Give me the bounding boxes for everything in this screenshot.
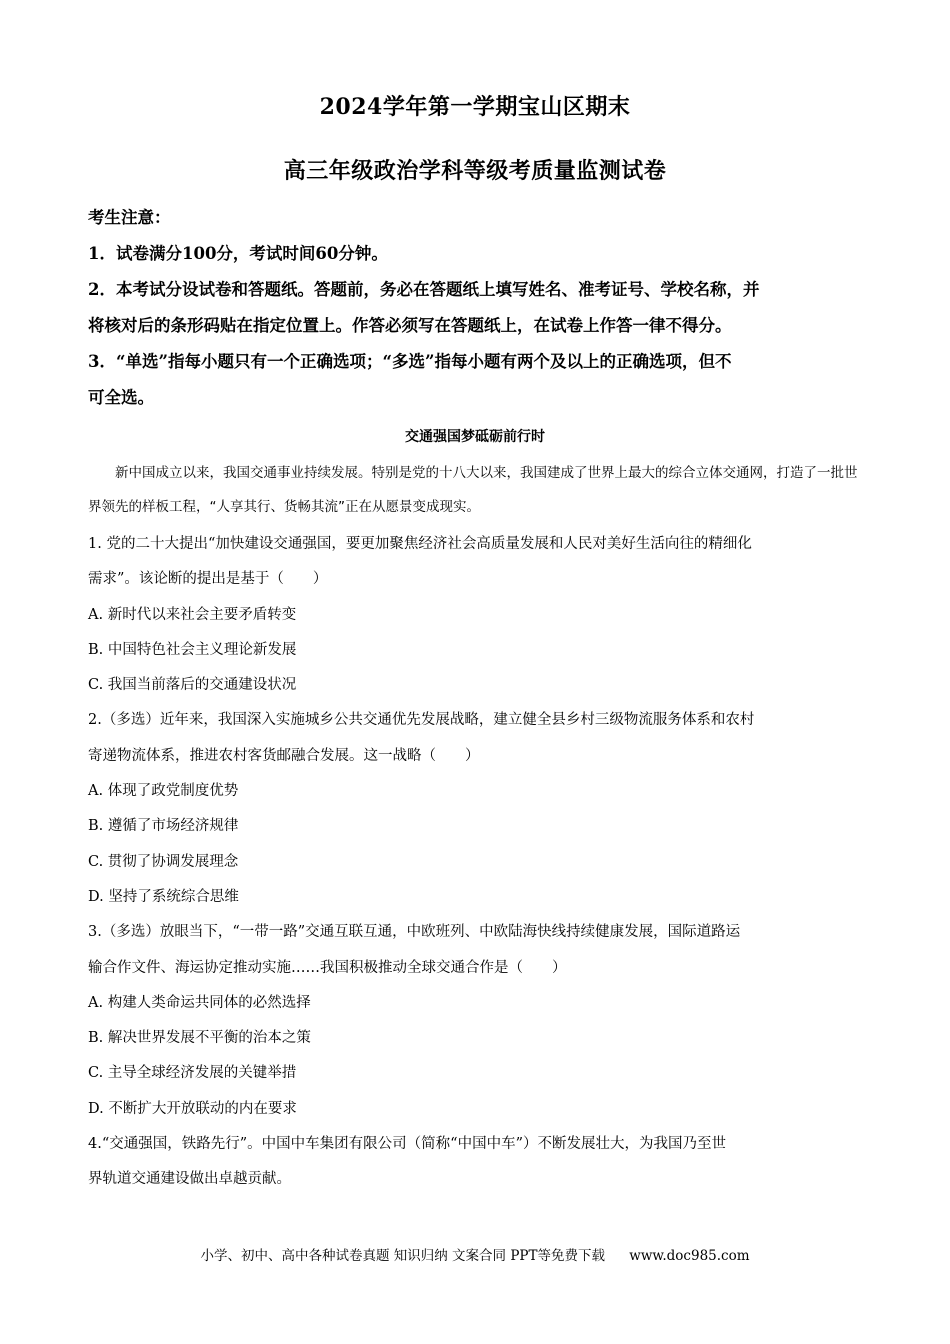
question-line: 界轨道交通建设做出卓越贡献。 xyxy=(88,1171,291,1188)
option-line: D. 坚持了系统综合思维 xyxy=(88,888,239,905)
option-line: C. 贯彻了协调发展理念 xyxy=(88,853,239,870)
question-line: 4.“交通强国，铁路先行”。中国中车集团有限公司（简称“中国中车”）不断发展壮大，为我国乃至世 xyxy=(88,1136,726,1153)
page-footer xyxy=(0,1244,950,1264)
footer-text: 小学、初中、高中各种试卷真题 知识归纳 文案合同 PPT等免费下载 xyxy=(200,1248,605,1264)
option-line: A. 体现了政党制度优势 xyxy=(88,783,239,800)
notice-line: 3．“单选”指每小题只有一个正确选项；“多选”指每小题有两个及以上的正确选项，但不 xyxy=(88,352,732,371)
question-line: 需求”。该论断的提出是基于（ ） xyxy=(88,571,328,588)
notice-line: 可全选。 xyxy=(88,388,154,407)
exam-title-line1: 2024学年第一学期宝山区期末 xyxy=(319,94,631,120)
candidate-notice xyxy=(88,200,868,416)
question-line: 3.（多选）放眼当下，“一带一路”交通互联互通，中欧班列、中欧陆海快线持续健康发展，国际道路运 xyxy=(88,924,741,941)
notice-line: 2．本考试分设试卷和答题纸。答题前，务必在答题纸上填写姓名、准考证号、学校名称，并 xyxy=(88,280,760,299)
exam-title-line2: 高三年级政治学科等级考质量监测试卷 xyxy=(283,158,667,184)
question-line: 输合作文件、海运协定推动实施……我国积极推动全球交通合作是（ ） xyxy=(88,959,567,976)
question-line: 1. 党的二十大提出“加快建设交通强国，要更加聚焦经济社会高质量发展和人民对美好生活向往的精细化 xyxy=(88,536,752,552)
question-line: 寄递物流体系，推进农村客货邮融合发展。这一战略（ ） xyxy=(88,747,480,764)
option-line: B. 遵循了市场经济规律 xyxy=(88,818,239,835)
section-title: 交通强国梦砥砺前行时 xyxy=(405,429,545,445)
option-line: A. 新时代以来社会主要矛盾转变 xyxy=(88,606,297,623)
option-line: B. 解决世界发展不平衡的治本之策 xyxy=(88,1030,311,1047)
notice-heading: 考生注意： xyxy=(88,208,171,227)
option-line: B. 中国特色社会主义理论新发展 xyxy=(88,641,297,658)
option-line: C. 我国当前落后的交通建设状况 xyxy=(88,677,297,694)
notice-line: 将核对后的条形码贴在指定位置上。作答必须写在答题纸上，在试卷上作答一律不得分。 xyxy=(88,316,732,335)
section-intro: 新中国成立以来，我国交通事业持续发展。特别是党的十八大以来，我国建成了世界上最大的综合立体交通网，打造了一批世界领先的样板工程，“人享其行、货畅其流”正在从愿景变成现实。 xyxy=(88,465,858,515)
notice-line: 1．试卷满分100分，考试时间60分钟。 xyxy=(88,244,388,263)
question-line: 2.（多选）近年来，我国深入实施城乡公共交通优先发展战略，建立健全县乡村三级物流服务体系和农村 xyxy=(88,712,755,729)
option-line: A. 构建人类命运共同体的必然选择 xyxy=(88,994,311,1011)
option-line: C. 主导全球经济发展的关键举措 xyxy=(88,1065,297,1082)
question-list xyxy=(88,527,863,1198)
footer-url[interactable]: www.doc985.com xyxy=(629,1248,750,1264)
option-line: D. 不断扩大开放联动的内在要求 xyxy=(88,1100,297,1117)
